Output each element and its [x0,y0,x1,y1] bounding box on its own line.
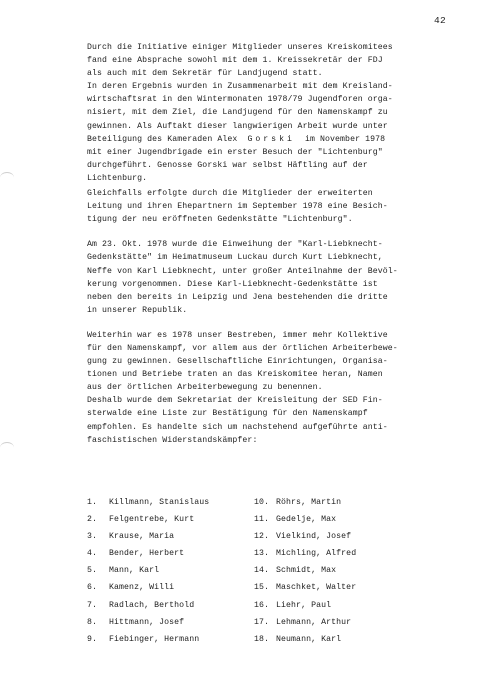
text-line: Gleichfalls erfolgte durch die Mitglieder der erweiterten [87,189,373,199]
text-line: wirtschaftsrat in den Wintermonaten 1978/79 Jugendforen orga- [87,95,393,105]
person-name: Liehr, Paul [276,600,332,610]
list-item [87,579,277,596]
paragraph-besichtigung [87,187,459,226]
list-number: 15. [254,583,270,593]
list-item [87,494,277,511]
text-line: neben den bereits in Leipzig und Jena bestehenden die dritte [87,292,388,302]
list-item [87,597,277,614]
text-line: Lichtenburg. [87,173,148,183]
text-line [87,133,459,146]
names-column-left [87,494,277,648]
list-item [87,545,277,562]
list-number: 14. [254,566,270,576]
text-line: durchgeführt. Genosse Gorski war selbst Häftling auf der [87,160,368,170]
list-number: 12. [254,532,270,542]
person-name: Neumann, Karl [276,634,342,644]
text-line: tionen und Betriebe traten an das Kreiskomitee heran, Namen [87,370,383,380]
list-number: 7. [87,600,98,610]
punch-mark [0,442,14,453]
list-number: 10. [254,498,270,507]
text-line: Gedenkstätte" im Heimatmuseum Luckau durch Kurt Liebknecht, [87,253,383,263]
list-number: 17. [254,617,270,627]
person-name: Hittmann, Josef [109,617,185,627]
text-line: kerung vorgenommen. Diese Karl-Liebknecht-Gedenkstätte ist [87,279,378,289]
list-item [254,511,444,528]
person-name: Mann, Karl [109,566,160,576]
text-line: Deshalb wurde dem Sekretariat der Kreisleitung der SED Fin- [87,396,383,406]
text-line: für den Namenskampf, vor allem aus der örtlichen Arbeiterbewe- [87,343,398,353]
list-number: 16. [254,600,270,610]
text-line: fand eine Absprache sowohl mit dem 1. Kreissekretär der FDJ [87,56,383,66]
paragraph-initiative [87,41,459,80]
paragraph-bestreben [87,329,459,394]
text-line: faschistischen Widerstandskämpfer: [87,435,258,445]
list-item [254,579,444,596]
person-name: Röhrs, Martin [276,498,342,507]
text-line: tigung der neu eröffneten Gedenkstätte "Lichtenburg". [87,215,353,225]
person-name: Killmann, Stanislaus [109,498,210,507]
list-item [87,511,277,528]
person-name: Schmidt, Max [276,566,337,576]
list-item [254,614,444,631]
text-line: Durch die Initiative einiger Mitglieder unseres Kreiskomitees [87,43,393,52]
person-name: Michling, Alfred [276,549,357,559]
text-line: nisiert, mit dem Ziel, die Landjugend für den Namenskampf zu [87,108,388,118]
text-line: Weiterhin war es 1978 unser Bestreben, immer mehr Kollektive [87,330,388,340]
person-name: Vielkind, Josef [276,532,352,542]
text-line: empfohlen. Es handelte sich um nachstehend aufgeführte anti- [87,422,388,432]
list-item [87,562,277,579]
person-name: Radlach, Berthold [109,600,195,610]
paragraph-liebknecht [87,238,459,317]
person-name: Krause, Maria [109,532,175,542]
list-number: 5. [87,566,98,576]
list-item [87,614,277,631]
list-number: 9. [87,634,98,644]
list-number: 13. [254,549,270,559]
text-line: mit einer Jugendbrigade ein erster Besuch der "Lichtenburg" [87,147,383,157]
text-fragment: im November 1978 [294,134,386,144]
list-item [87,528,277,545]
page-number: 42 [434,15,447,26]
text-line: Am 23. Okt. 1978 wurde die Einweihung der "Karl-Liebknecht- [87,240,383,250]
person-name: Kamenz, Willi [109,583,175,593]
person-name: Maschket, Walter [276,583,357,593]
list-number: 11. [254,515,270,525]
text-line: als auch mit dem Sekretär für Landjugend statt. [87,69,323,79]
list-item [254,562,444,579]
list-item [87,631,277,648]
text-fragment: Beteiligung des Kameraden Alex [87,134,248,144]
text-line: in unserer Republik. [87,305,188,315]
text-line: Neffe von Karl Liebknecht, unter großer Anteilnahme der Bevöl- [87,266,398,276]
person-name: Bender, Herbert [109,549,185,559]
list-item [254,545,444,562]
names-column-right [254,494,444,648]
paragraph-liste [87,394,459,446]
spaced-name: Gorski [247,134,295,144]
document-body [87,41,459,447]
text-line: Leitung und ihren Ehepartnern im September 1978 eine Besich- [87,202,388,212]
list-number: 2. [87,515,98,525]
list-number: 4. [87,549,98,559]
text-line: aus der örtlichen Arbeiterbewegung zu benennen. [87,383,323,393]
list-item [254,597,444,614]
list-number: 1. [87,498,98,507]
person-name: Gedelje, Max [276,515,337,525]
list-item [254,528,444,545]
list-number: 3. [87,532,98,542]
paragraph-jugendforen [87,80,459,185]
text-line: gung zu gewinnen. Gesellschaftliche Einrichtungen, Organisa- [87,357,388,367]
person-name: Lehmann, Arthur [276,617,352,627]
punch-mark [0,172,14,183]
text-line: In deren Ergebnis wurden in Zusammenarbeit mit dem Kreisland- [87,82,393,92]
list-number: 18. [254,634,270,644]
list-number: 8. [87,617,98,627]
list-item [254,494,444,511]
person-name: Felgentrebe, Kurt [109,515,195,525]
list-number: 6. [87,583,98,593]
text-line: gewinnen. Als Auftakt dieser langwierigen Arbeit wurde unter [87,121,388,131]
text-line: sterwalde eine Liste zur Bestätigung für den Namenskampf [87,409,368,419]
person-name: Fiebinger, Hermann [109,634,200,644]
list-item [254,631,444,648]
